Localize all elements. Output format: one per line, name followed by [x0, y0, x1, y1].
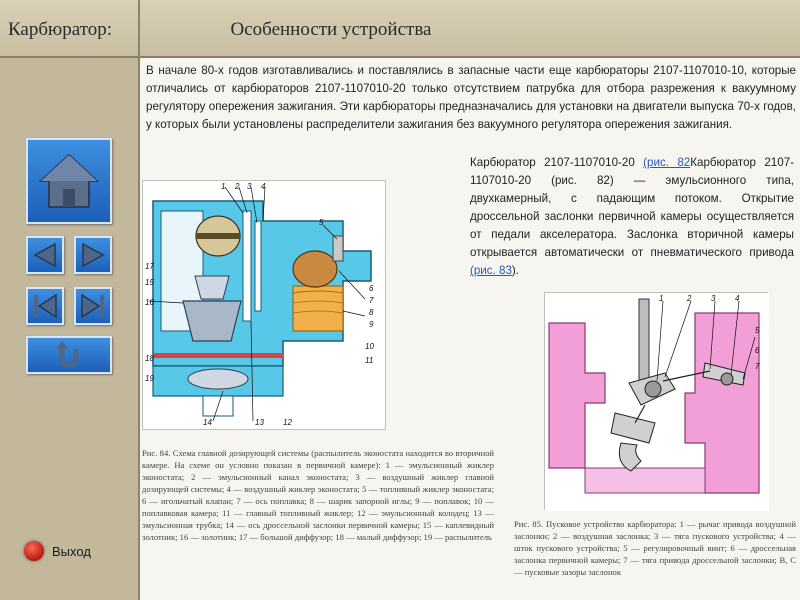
header-bar	[0, 0, 800, 58]
fig84-label-19: 19	[145, 374, 154, 383]
first-page-button[interactable]	[26, 287, 64, 325]
figure-84-diagram	[142, 180, 386, 430]
fig84-label-3: 3	[247, 182, 252, 191]
fig85-label-2: 2	[687, 294, 692, 303]
fig84-label-1: 1	[221, 182, 226, 191]
fig84-label-13: 13	[255, 418, 264, 427]
figure-84-caption: Рис. 84. Схема главной дозирующей системы (распылитель эконостата находится во вторичной камере. На схеме он условно показан в первичной камере): 1 — эмульсионный жиклер эконостата; 2 — эмульсионный канал эконостата; 3 — воздушный жиклер главной дозирующей системы; 4 — воздушный жиклер эконостата; 5 — топливный жиклер эконостата; 6 — игольчатый клапан; 7 — ось поплавка; 8 — шарик запорной иглы; 9 — поплавок; 10 — поплавковая камера; 11 — главный топливный жиклер; 12 — эмульсионный колодец; 13 — эмульсионная трубка; 14 — ось дроссельной заслонки первичной камеры; 15 — каплевидный золотник; 16 — золотник; 17 — большой диффузор; 18 — малый диффузор; 19 — распылитель	[142, 448, 494, 542]
last-page-icon	[79, 293, 107, 319]
desc-part-2: Карбюратор 2107-1107010-20 (рис. 82) — эмульсионного типа, двухкамерный, с падающим потоком. Открытие дроссельной заслонки первичной камеры осуществляется от педали акселератора. Заслонка вторичной камеры открывается автоматически от пневматического привода	[470, 156, 795, 259]
last-page-button[interactable]	[74, 287, 112, 325]
exit-label: Выход	[52, 543, 91, 559]
arrow-right-icon	[79, 242, 107, 268]
fig84-label-7: 7	[369, 296, 374, 305]
first-page-icon	[31, 293, 59, 319]
fig84-label-5: 5	[319, 218, 324, 227]
fig84-label-16: 16	[145, 298, 154, 307]
fig84-label-6: 6	[369, 284, 374, 293]
fig84-label-12: 12	[283, 418, 292, 427]
arrow-left-icon	[31, 242, 59, 268]
fig84-label-10: 10	[365, 342, 374, 351]
fig84-label-14: 14	[203, 418, 212, 427]
fig82-link[interactable]: (рис. 82	[643, 156, 691, 169]
fig85-label-3: 3	[711, 294, 716, 303]
fig84-label-9: 9	[369, 320, 374, 329]
fig85-label-1: 1	[659, 294, 664, 303]
desc-part-3: ).	[511, 264, 520, 277]
section-title: Особенности устройства	[230, 19, 432, 40]
home-icon	[37, 151, 101, 211]
fig84-label-15: 15	[145, 278, 154, 287]
fig84-label-11: 11	[365, 356, 374, 365]
fig83-link[interactable]: (рис. 83	[470, 264, 512, 277]
next-page-button[interactable]	[74, 236, 112, 274]
starting-device-schematic	[545, 293, 769, 511]
fig85-label-6: 6	[755, 346, 760, 355]
fig84-label-8: 8	[369, 308, 374, 317]
return-icon	[54, 341, 84, 369]
intro-paragraph: В начале 80-х годов изготавливались и поставлялись в запасные части еще карбюраторы 2107-1107010-10, которые отличались от карбюраторов 2107-1107010-20 только отсутствием патрубка для отбора разрежения к вакуумному регулятору опережения зажигания. Эти карбюраторы предназначались для установки на двигатели выпуска 70-х годов, у которых были установлены распределители зажигания без вакуумного регулятора опережения зажигания.	[146, 64, 796, 131]
fig85-label-5: 5	[755, 326, 760, 335]
figure-85-diagram	[544, 292, 768, 510]
fig84-label-17: 17	[145, 262, 154, 271]
prev-page-button[interactable]	[26, 236, 64, 274]
exit-icon	[24, 541, 44, 561]
carburetor-schematic	[143, 181, 387, 431]
home-button[interactable]	[26, 138, 112, 224]
fig84-label-4: 4	[261, 182, 266, 191]
fig84-label-2: 2	[235, 182, 240, 191]
fig84-label-18: 18	[145, 354, 154, 363]
fig85-label-7: 7	[755, 362, 760, 371]
return-button[interactable]	[26, 336, 112, 374]
app-title: Карбюратор:	[8, 19, 112, 40]
figure-85-caption: Рис. 85. Пусковое устройство карбюратора: 1 — рычаг привода воздушной заслонки; 2 — воздушная заслонка; 3 — тяга пускового устройства; 4 — шток пускового устройства; 5 — регулировочный винт; 6 — дроссельная заслонка первичной камеры; 7 — тяга привода дроссельной заслонки; В, С — пусковые зазоры заслонок	[514, 519, 796, 577]
carburetor-description	[470, 154, 794, 280]
exit-button[interactable]	[24, 540, 91, 562]
desc-part-1: Карбюратор 2107-1107010-20	[470, 156, 644, 169]
fig85-label-4: 4	[735, 294, 740, 303]
